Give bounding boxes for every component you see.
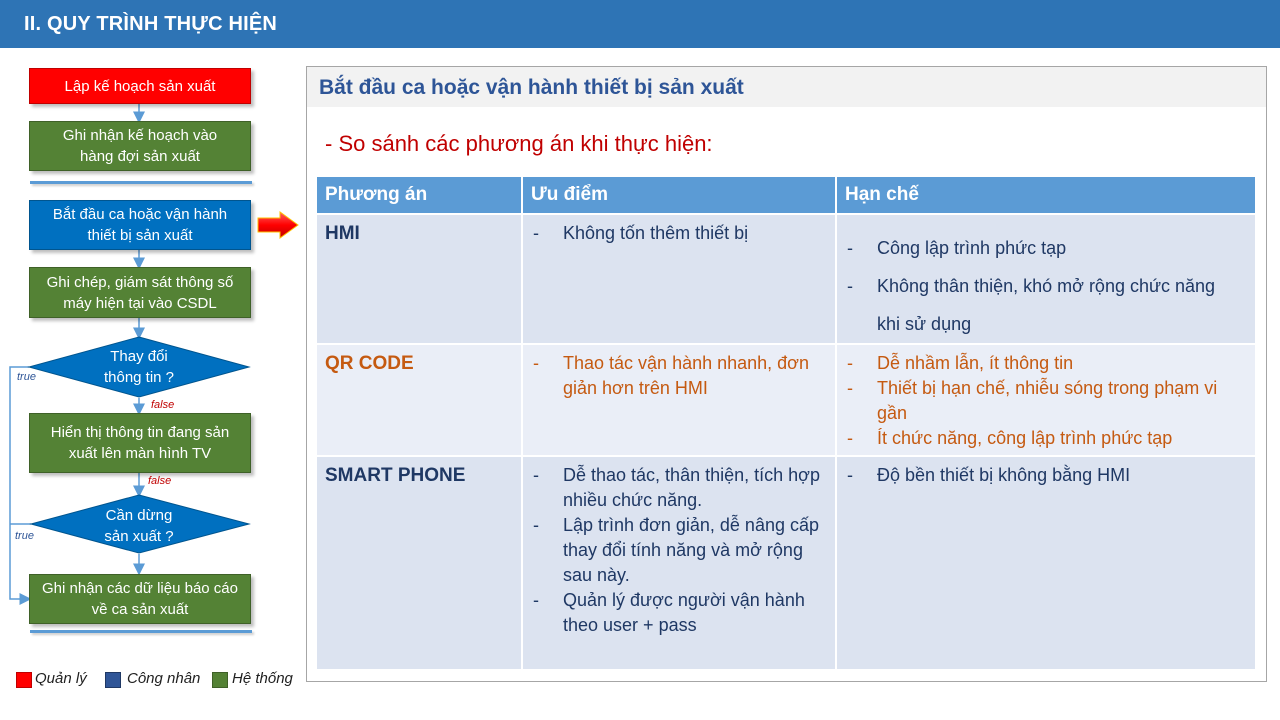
list-item: - Thiết bị hạn chế, nhiễu sóng trong phạm vi gần — [847, 376, 1237, 426]
list-item: - Công lập trình phức tạp — [847, 229, 1237, 267]
list-item: - Quản lý được người vận hành theo user + pass — [533, 588, 827, 638]
step-queue-plan — [29, 121, 251, 171]
table-row — [317, 457, 1255, 669]
legend-label-manager: Quản lý — [35, 670, 87, 687]
legend-swatch-worker — [105, 672, 121, 688]
cons-list — [847, 229, 1237, 343]
step-display-tv — [29, 413, 251, 473]
option-name: HMI — [325, 223, 360, 244]
table-row — [317, 215, 1255, 343]
decision-change-info — [59, 346, 219, 388]
separator — [30, 181, 252, 184]
slide-title: II. QUY TRÌNH THỰC HIỆN — [24, 13, 278, 35]
label-false: false — [151, 399, 175, 411]
col-header-pros: Ưu điểm — [523, 177, 835, 213]
option-name: SMART PHONE — [325, 465, 466, 486]
step-start-shift-label: Bắt đầu ca hoặc vận hành thiết bị sản xuất — [52, 206, 228, 244]
legend-label-system: Hệ thống — [232, 670, 293, 687]
col-header-cons: Hạn chế — [837, 177, 1255, 213]
step-record-monitor — [29, 267, 251, 318]
cons-list — [847, 351, 1237, 451]
separator — [30, 630, 252, 633]
step-record-report-label: Ghi nhận các dữ liệu báo cáo về ca sản xuất — [41, 580, 238, 618]
list-item: - Lập trình đơn giản, dễ nâng cấp thay đổi tính năng và mở rộng sau này. — [533, 513, 827, 588]
label-true: true — [17, 371, 36, 383]
list-item: - Không thân thiện, khó mở rộng chức năng khi sử dụng — [847, 267, 1237, 343]
comparison-panel — [306, 66, 1267, 682]
list-item: - Dễ nhầm lẫn, ít thông tin — [847, 351, 1237, 376]
list-item: - Dễ thao tác, thân thiện, tích hợp nhiều chức năng. — [533, 463, 827, 513]
col-header-option: Phương án — [317, 177, 521, 213]
cons-list — [847, 463, 1237, 488]
list-item: - Không tốn thêm thiết bị — [533, 221, 827, 246]
list-item: - Thao tác vận hành nhanh, đơn giản hơn trên HMI — [533, 351, 827, 401]
step-plan-production-label: Lập kế hoạch sản xuất — [64, 77, 216, 95]
list-item: - Độ bền thiết bị không bằng HMI — [847, 463, 1237, 488]
pros-list — [533, 221, 827, 246]
option-name: QR CODE — [325, 353, 414, 374]
step-queue-plan-label: Ghi nhận kế hoạch vào hàng đợi sản xuất — [62, 127, 218, 165]
label-true: true — [15, 530, 34, 542]
step-start-shift — [29, 200, 251, 250]
step-record-report — [29, 574, 251, 624]
legend-swatch-system — [212, 672, 228, 688]
decision-stop-production — [59, 505, 219, 547]
label-false: false — [148, 475, 172, 487]
panel-subtitle: - So sánh các phương án khi thực hiện: — [325, 131, 713, 156]
step-display-tv-label: Hiển thị thông tin đang sản xuất lên màn hình TV — [50, 424, 230, 462]
legend-swatch-manager — [16, 672, 32, 688]
step-plan-production — [29, 68, 251, 104]
arrow-right-icon — [256, 211, 300, 239]
decision-stop-production-label: Cần dừng sản xuất ? — [104, 507, 174, 545]
panel-header — [307, 67, 1266, 107]
table-row — [317, 345, 1255, 455]
panel-title: Bắt đầu ca hoặc vận hành thiết bị sản xuất — [319, 76, 744, 99]
pros-list — [533, 351, 827, 401]
comparison-table — [315, 175, 1257, 671]
decision-change-info-label: Thay đổi thông tin ? — [103, 348, 175, 386]
legend-label-worker: Công nhân — [127, 670, 201, 687]
list-item: - Ít chức năng, công lập trình phức tạp — [847, 426, 1237, 451]
pros-list — [533, 463, 827, 638]
step-record-monitor-label: Ghi chép, giám sát thông số máy hiện tại vào CSDL — [46, 273, 234, 312]
